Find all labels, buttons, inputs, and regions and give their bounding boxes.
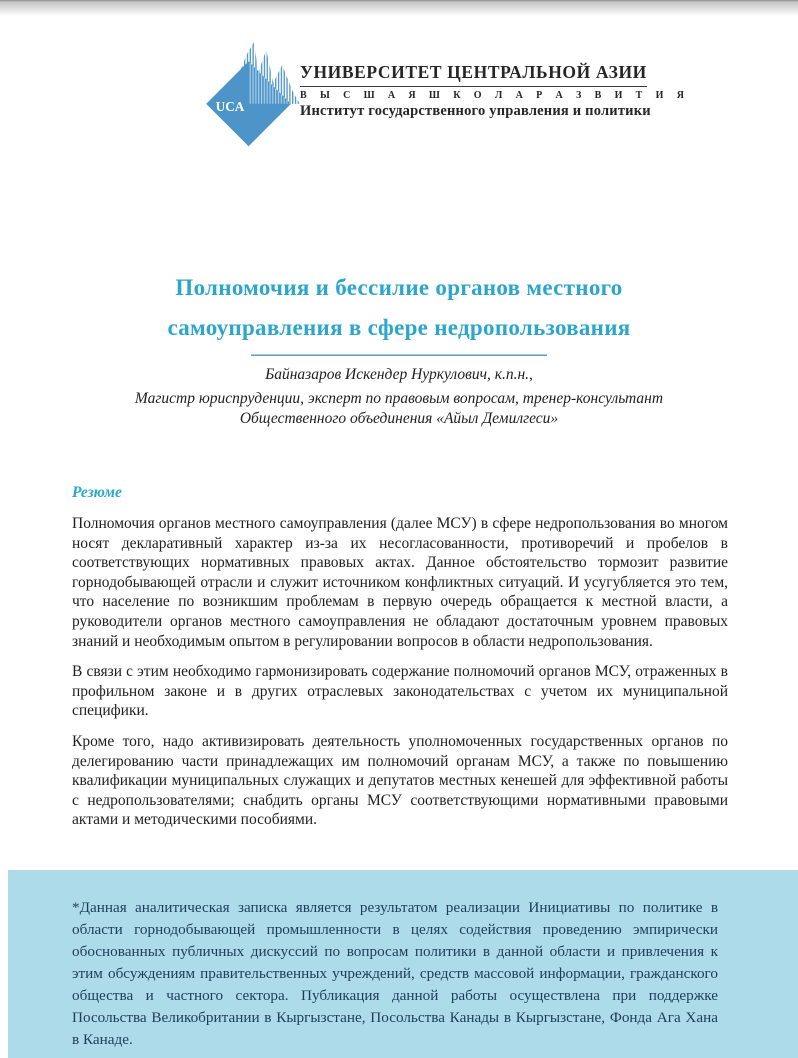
- author-divider-rule: [251, 354, 547, 356]
- page-top-shadow: [0, 0, 798, 18]
- document-title-line1: Полномочия и бессилие органов местного: [175, 275, 623, 300]
- resume-section: [72, 484, 728, 841]
- document-title-line2: самоуправления в сфере недропользования: [167, 315, 631, 340]
- author-organization: Общественного объединения «Айыл Демилгеси»: [239, 410, 559, 427]
- organization-block: [300, 62, 690, 120]
- school-name: В Ы С Ш А Я Ш К О Л А Р А З В И Т И Я: [300, 90, 690, 101]
- institute-name: Институт государственного управления и политики: [300, 103, 651, 119]
- university-name: УНИВЕРСИТЕТ ЦЕНТРАЛЬНОЙ АЗИИ: [300, 62, 647, 87]
- logo-uca-text: UCA: [215, 98, 245, 114]
- uca-logo-icon: [203, 42, 303, 148]
- author-credentials: Магистр юриспруденции, эксперт по правовым вопросам, тренер-консультант: [134, 390, 664, 407]
- resume-heading: Резюме: [72, 484, 122, 501]
- document-title: [36, 268, 762, 348]
- footnote-text: *Данная аналитическая записка является результатом реализации Инициативы по политике в области горнодобывающей промышленности в целях содействия проведению эмпирически обоснованных публичных дискуссий по вопросам политики в данной области и привлечения к этим обсуждениям правительственных учреждений, средств массовой информации, гражданского общества и частного сектора. Публикация данной работы осуществлена при поддержке Посольства Великобритании в Кыргызстане, Посольства Канады в Кыргызстане, Фонда Ага Хана в Канаде.: [72, 899, 718, 1048]
- resume-paragraph-1: Полномочия органов местного самоуправления (далее МСУ) в сфере недропользования во многом носят декларативный характер из-за их несогласованности, противоречий и пробелов в соответствующих нормативных правовых актах. Данное обстоятельство тормозит развитие горнодобывающей отрасли и служит источником конфликтных ситуаций. И усугубляется это тем, что население по возникшим проблемам в первую очередь обращается к местной власти, а руководители органов местного самоуправления не обладают достаточным уровнем правовых знаний и необходимым опытом в регулировании вопросов в области недропользования.: [72, 515, 728, 650]
- footnote-box: [8, 870, 798, 1058]
- resume-paragraph-2: В связи с этим необходимо гармонизировать содержание полномочий органов МСУ, отраженных в профильном законе и в других отраслевых законодательствах с учетом их муниципальной специфики.: [72, 663, 728, 720]
- author-block: [36, 354, 762, 429]
- resume-paragraph-3: Кроме того, надо активизировать деятельность уполномоченных государственных органов по делегированию части принадлежащих им полномочий органам МСУ, а также по повышению квалификации муниципальных служащих и депутатов местных кенешей для эффективной работы с недропользователями; снабдить органы МСУ соответствующими нормативными правовыми актами и методическими пособиями.: [72, 732, 728, 829]
- author-name: Байназаров Искендер Нуркулович, к.п.н.,: [265, 366, 533, 383]
